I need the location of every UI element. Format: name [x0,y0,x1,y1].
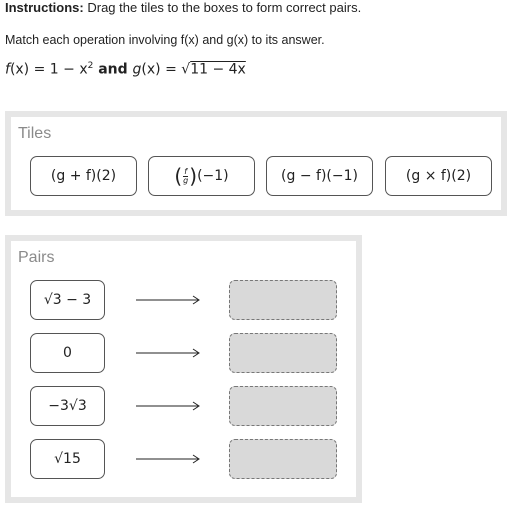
answer-label: √3 − 3 [43,292,92,308]
function-definitions [5,61,246,78]
tile-g-minus-f-neg1[interactable] [266,156,373,196]
fraction: $\frac{f}{g}$ [183,166,189,185]
answer-label: 0 [63,345,72,361]
drop-box[interactable] [229,280,337,320]
instructions-text: Drag the tiles to the boxes to form correct pairs. [83,0,362,15]
tile-f-over-g-neg1[interactable]: ( $\frac{f}{g}$ ) (−1) [148,156,255,196]
drop-box[interactable] [229,333,337,373]
arrow-icon [136,347,202,359]
answer-label: √15 [54,451,81,467]
pairs-title: Pairs [18,249,55,266]
answer-box [30,439,105,479]
tile-g-times-f-2[interactable] [385,156,492,196]
pairs-panel [5,235,362,503]
tiles-panel [5,111,507,216]
instructions [5,0,361,16]
f-exponent: 2 [87,61,94,71]
answer-box [30,333,105,373]
arrow-icon [136,453,202,465]
tile-label: (g + f)(2) [50,168,117,184]
drop-box[interactable] [229,439,337,479]
g-definition: (x) = √ [141,61,191,78]
tile-label: (g − f)(−1) [281,168,358,184]
tile-g-plus-f-2[interactable] [30,156,137,196]
instructions-label: Instructions: [5,0,84,15]
answer-label: −3√3 [48,398,87,414]
g-name: g [132,61,142,78]
answer-box [30,280,105,320]
g-radicand: 11 − 4x [190,61,246,78]
tile-label: (g × f)(2) [405,168,472,184]
arrow-icon [136,294,202,306]
arrow-icon [136,400,202,412]
f-definition: (x) = 1 − x [9,61,88,78]
tiles-title: Tiles [18,125,52,142]
prompt-text: Match each operation involving f(x) and g(x) to its answer. [5,33,325,47]
and-word: and [93,61,133,78]
answer-box [30,386,105,426]
drop-box[interactable] [229,386,337,426]
f-name: f [5,61,10,78]
tile-label: (−1) [197,168,229,184]
